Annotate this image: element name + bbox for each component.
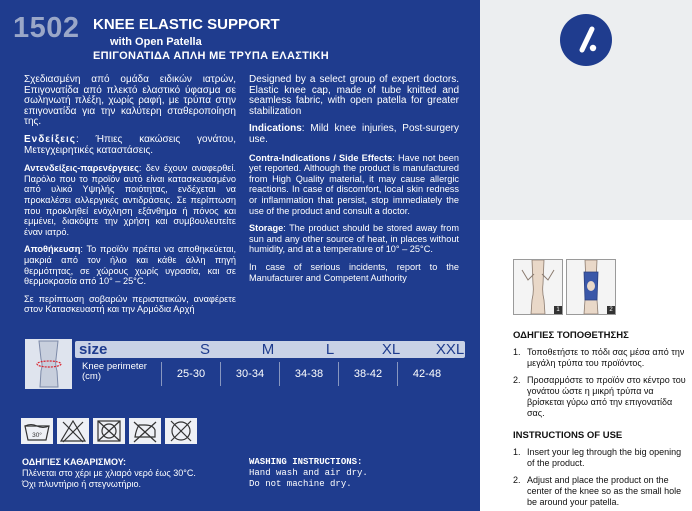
english-storage — [249, 223, 459, 255]
fitting-steps-gr — [513, 347, 689, 425]
size-label: size — [79, 341, 108, 358]
column-divider — [397, 362, 398, 386]
fitting-heading-en: INSTRUCTIONS OF USE — [513, 430, 623, 441]
hand-wash-icon — [21, 418, 53, 444]
perimeter-m: 30-34 — [235, 368, 265, 380]
fitting-heading-gr: ΟΔΗΓΙΕΣ ΤΟΠΟΘΕΤΗΣΗΣ — [513, 330, 629, 341]
list-item: 2. Προσαρμόστε το προϊόν στο κέντρο του γονάτου ώστε η μικρή τρύπα να βρίσκεται γύρω από την επιγονατίδα σας. — [513, 375, 686, 418]
product-code: 1502 — [13, 12, 80, 44]
size-header-row — [75, 341, 465, 358]
care-line2-en: Do not machine dry. — [249, 479, 352, 489]
no-iron-icon — [129, 418, 161, 444]
greek-intro: Σχεδιασμένη από ομάδα ειδικών ιατρών, Επιγονατίδα από πλεκτό ελαστικό ύφασμα σε σωληνωτή πλέξη, χωρίς ραφή, με τρύπα στην επιγονατίδα για την καλύτερη σταθεροποίηση της. — [24, 74, 236, 128]
greek-incidents: Σε περίπτωση σοβαρών περιστατικών, αναφέρετε στον Κατασκευαστή και την Αρμόδια Αρχή — [24, 293, 236, 315]
greek-contra-label: Αντενδείξεις-παρενέργειες — [24, 163, 139, 174]
knee-measure-icon — [25, 339, 72, 389]
label-side-panel — [480, 0, 692, 511]
size-table — [25, 339, 465, 389]
list-item: 1. Insert your leg through the big opening of the product. — [513, 447, 682, 468]
perimeter-l: 34-38 — [294, 368, 324, 380]
size-m: M — [261, 341, 275, 358]
english-indications — [249, 124, 459, 145]
fitting-step-2-image — [566, 259, 616, 315]
english-indications-label: Indications — [249, 123, 302, 135]
english-storage-text: : The product should be stored away from sun and any other source of heat, in places without humidity, and at a temperature of 10° – 25°C. — [249, 223, 459, 255]
english-contra — [249, 153, 459, 217]
english-contra-text: : Have not been yet reported. Although the product is manufactured from High Quality material, it may cause allergic reactions. In case of discomfort, local skin redness or inflammation that persist, stop immediately the use of the product and consult a doctor. — [249, 152, 459, 216]
no-dry-clean-icon — [165, 418, 197, 444]
size-xxl: XXL — [435, 341, 465, 358]
no-tumble-dry-icon — [93, 418, 125, 444]
size-s: S — [199, 341, 210, 358]
column-divider — [220, 362, 221, 386]
brand-area — [480, 0, 692, 220]
no-bleach-icon — [57, 418, 89, 444]
fitting-step-gr-2: Προσαρμόστε το προϊόν στο κέντρο του γονάτου ώστε η μικρή τρύπα να βρίσκεται γύρω από την επιγονατίδα σας. — [527, 375, 686, 418]
greek-storage — [24, 244, 236, 286]
care-symbols — [21, 418, 461, 444]
care-line1-en: Hand wash and air dry. — [249, 468, 368, 478]
column-divider — [338, 362, 339, 386]
greek-description-column — [24, 75, 236, 322]
greek-indications-text: : Ήπιες κακώσεις γονάτου, Μετεγχειρητικές καταστάσεις. — [24, 133, 236, 156]
size-xl: XL — [381, 341, 401, 358]
list-item: 1. Τοποθετήστε το πόδι σας μέσα από την μεγάλη τρύπα του προϊόντος. — [513, 347, 685, 368]
care-heading-gr: ΟΔΗΓΙΕΣ ΚΑΘΑΡΙΣΜΟΥ: — [22, 457, 127, 467]
greek-contra — [24, 163, 236, 237]
greek-storage-text: : Το προϊόν πρέπει να αποθηκεύεται, μακριά από τον ήλιο και κάθε άλλη πηγή θερμότητας, σε χώρους χωρίς υγρασία, και σε θερμοκρασία από 10° – 25°C. — [24, 244, 236, 287]
list-item: 2. Adjust and place the product on the center of the knee so as the small hole be around your patella. — [513, 475, 682, 507]
greek-storage-label: Αποθήκευση — [24, 244, 81, 255]
column-divider — [279, 362, 280, 386]
size-l: L — [325, 341, 335, 358]
care-line2-gr: Όχι πλυντήριο ή στεγνωτήριο. — [22, 479, 142, 489]
figure-number-2: 2 — [607, 306, 615, 314]
english-storage-label: Storage — [249, 223, 284, 234]
english-indications-text: : Mild knee injuries, Post-surgery use. — [249, 123, 459, 145]
fitting-step-en-1: Insert your leg through the big opening of the product. — [527, 447, 682, 468]
perimeter-s: 25-30 — [176, 368, 206, 380]
greek-contra-text: : δεν έχουν αναφερθεί. Παρόλο που το προϊόν αυτό είναι κατασκευασμένο από υλικό Υψηλής ποιότητας, ενδέχεται να προκαλέσει αλλεργικές αντιδράσεις. Σε περίπτωση που προκληθεί ενόχληση εξάνθημα ή πόνος και εμμένει, διακόψτε την χρήση και συμβουλευτείτε έναν ιατρό. — [24, 163, 236, 237]
perimeter-xl: 38-42 — [353, 368, 383, 380]
product-title-gr: ΕΠΙΓΟΝΑΤΙΔΑ ΑΠΛΗ ΜΕ ΤΡΥΠΑ ΕΛΑΣΤΙΚΗ — [93, 50, 329, 62]
greek-indications-label: Ενδείξεις — [24, 133, 76, 145]
brand-logo-icon — [560, 14, 612, 66]
care-line1-gr: Πλένεται στο χέρι με χλιαρό νερό έως 30°C. — [22, 468, 196, 478]
english-description-column — [249, 75, 459, 290]
product-title-en: KNEE ELASTIC SUPPORT — [93, 16, 280, 33]
wash-temperature: 30° — [32, 432, 42, 439]
english-incidents: In case of serious incidents, report to the Manufacturer and Competent Authority — [249, 261, 459, 283]
fitting-step-en-2: Adjust and place the product on the center of the knee so as the small hole be around your patella. — [527, 475, 682, 507]
greek-indications — [24, 135, 236, 156]
knee-perimeter-label: Knee perimeter (cm) — [82, 361, 147, 382]
english-contra-label: Contra-Indications / Side Effects — [249, 152, 393, 163]
product-subtitle-en: with Open Patella — [110, 36, 202, 48]
column-divider — [161, 362, 162, 386]
figure-number-1: 1 — [554, 306, 562, 314]
fitting-step-gr-1: Τοποθετήστε το πόδι σας μέσα από την μεγάλη τρύπα του προϊόντος. — [527, 347, 685, 368]
english-intro: Designed by a select group of expert doctors. Elastic knee cap, made of tube knitted and seamless fabric, with open patella for greater stabilization — [249, 74, 459, 117]
fitting-step-1-image — [513, 259, 563, 315]
perimeter-xxl: 42-48 — [412, 368, 442, 380]
care-heading-en: WASHING INSTRUCTIONS: — [249, 457, 363, 467]
fitting-steps-en — [513, 447, 689, 511]
